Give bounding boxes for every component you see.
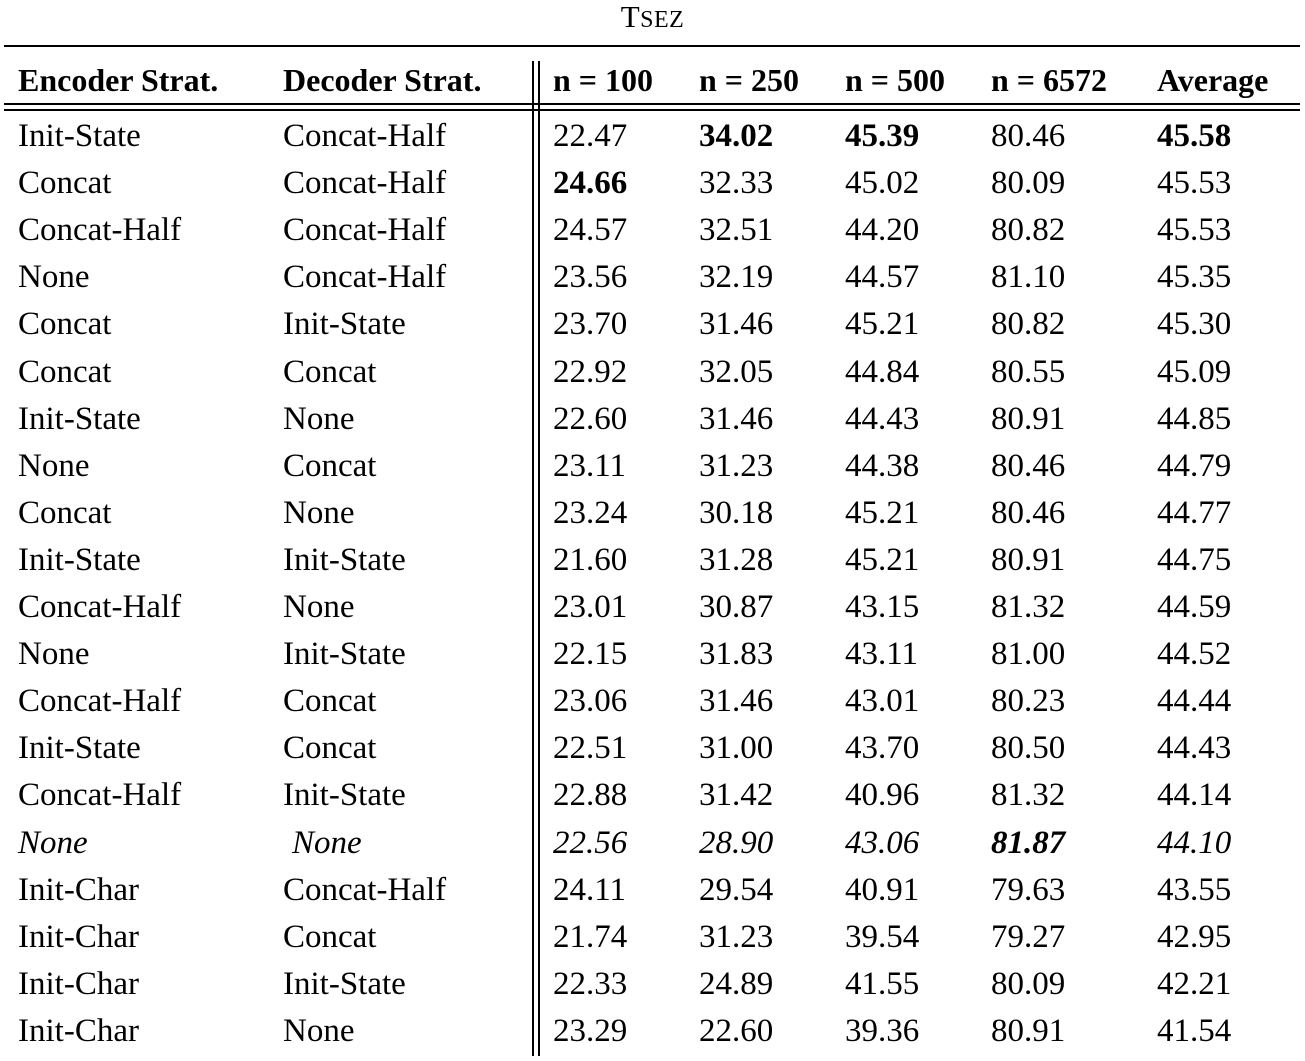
header-n-6572: n = 6572 (991, 62, 1108, 98)
n250-cell: 28.90 (699, 824, 774, 861)
encoder-cell: Init-Char (18, 918, 139, 955)
table-row (0, 631, 1305, 678)
average-cell: 44.79 (1157, 447, 1232, 484)
table-row (0, 160, 1305, 207)
n250-cell: 31.46 (699, 400, 774, 437)
n100-cell: 23.70 (553, 306, 628, 343)
n100-cell: 23.29 (553, 1012, 628, 1049)
n250-cell: 31.28 (699, 541, 774, 578)
table-row (0, 537, 1305, 584)
decoder-cell: Concat-Half (283, 118, 447, 154)
n6572-cell: 80.23 (991, 683, 1066, 720)
n6572-cell: 80.82 (991, 212, 1066, 249)
table-row (0, 254, 1305, 301)
n6572-cell: 80.46 (991, 494, 1066, 531)
n500-cell: 44.20 (845, 212, 920, 249)
n6572-cell: 80.91 (991, 541, 1066, 578)
encoder-cell: Concat-Half (18, 589, 182, 625)
decoder-cell: Concat-Half (283, 212, 447, 249)
n500-cell: 43.70 (845, 730, 920, 767)
n100-cell: 22.47 (553, 118, 628, 154)
decoder-cell: Concat (283, 353, 377, 390)
n500-cell: 39.36 (845, 1012, 920, 1049)
table-row (0, 584, 1305, 631)
n100-cell: 21.60 (553, 541, 628, 578)
encoder-cell: Init-State (18, 730, 141, 767)
average-cell: 45.58 (1157, 118, 1232, 154)
n250-cell: 31.23 (699, 918, 774, 955)
n250-cell: 32.33 (699, 165, 774, 202)
n500-cell: 40.91 (845, 871, 920, 908)
encoder-cell: None (18, 259, 90, 296)
n500-cell: 43.11 (845, 636, 919, 673)
n250-cell: 29.54 (699, 871, 774, 908)
header-n-500: n = 500 (845, 62, 946, 98)
n6572-cell: 81.10 (991, 259, 1066, 296)
n500-cell: 43.15 (845, 589, 920, 625)
decoder-cell: Init-State (283, 965, 406, 1002)
table-row (0, 301, 1305, 348)
n250-cell: 32.51 (699, 212, 774, 249)
encoder-cell: None (18, 447, 90, 484)
decoder-cell: Concat (283, 683, 377, 720)
header-row (0, 57, 1305, 104)
header-n-100: n = 100 (553, 62, 654, 98)
n6572-cell: 81.32 (991, 777, 1066, 814)
n100-cell: 21.74 (553, 918, 628, 955)
n100-cell: 23.06 (553, 683, 628, 720)
encoder-cell: Init-Char (18, 965, 139, 1002)
average-cell: 42.21 (1157, 965, 1232, 1002)
n250-cell: 30.87 (699, 589, 774, 625)
decoder-cell: Init-State (283, 777, 406, 814)
encoder-cell: Concat (18, 494, 112, 531)
decoder-cell: Concat (283, 730, 377, 767)
encoder-cell: Concat-Half (18, 777, 182, 814)
n100-cell: 22.33 (553, 965, 628, 1002)
encoder-cell: Concat (18, 353, 112, 390)
average-cell: 44.14 (1157, 777, 1232, 814)
header-n-250: n = 250 (699, 62, 800, 98)
n500-cell: 45.39 (845, 118, 920, 154)
n250-cell: 34.02 (699, 118, 774, 154)
n100-cell: 24.66 (553, 165, 628, 202)
table-row (0, 490, 1305, 537)
n250-cell: 32.05 (699, 353, 774, 390)
n500-cell: 40.96 (845, 777, 920, 814)
encoder-cell: Init-Char (18, 871, 139, 908)
n6572-cell: 80.91 (991, 1012, 1066, 1049)
average-cell: 44.59 (1157, 589, 1232, 625)
average-cell: 44.10 (1157, 824, 1232, 861)
n6572-cell: 80.91 (991, 400, 1066, 437)
n100-cell: 24.11 (553, 871, 627, 908)
table-row (0, 867, 1305, 914)
average-cell: 45.53 (1157, 165, 1232, 202)
average-cell: 44.43 (1157, 730, 1232, 767)
header-encoder-strategy: Encoder Strat. (18, 62, 219, 98)
n250-cell: 31.46 (699, 683, 774, 720)
n6572-cell: 80.82 (991, 306, 1066, 343)
decoder-cell: Init-State (283, 306, 406, 343)
n250-cell: 24.89 (699, 965, 774, 1002)
n6572-cell: 80.09 (991, 165, 1066, 202)
n100-cell: 22.56 (553, 824, 628, 861)
average-cell: 45.09 (1157, 353, 1232, 390)
n6572-cell: 80.09 (991, 965, 1066, 1002)
n250-cell: 31.46 (699, 306, 774, 343)
n6572-cell: 79.27 (991, 918, 1066, 955)
n500-cell: 45.02 (845, 165, 920, 202)
average-cell: 41.54 (1157, 1012, 1232, 1049)
table-row (0, 725, 1305, 772)
average-cell: 45.53 (1157, 212, 1232, 249)
encoder-cell: Init-Char (18, 1012, 139, 1049)
n500-cell: 45.21 (845, 541, 920, 578)
average-cell: 44.85 (1157, 400, 1232, 437)
n250-cell: 22.60 (699, 1012, 774, 1049)
encoder-cell: Init-State (18, 541, 141, 578)
n250-cell: 30.18 (699, 494, 774, 531)
table-row (0, 820, 1305, 867)
encoder-cell: Init-State (18, 400, 141, 437)
table-row (0, 396, 1305, 443)
table-row (0, 914, 1305, 961)
table-row (0, 207, 1305, 254)
table-row (0, 678, 1305, 725)
table-row (0, 1008, 1305, 1055)
header-rule-lower (4, 109, 1300, 111)
decoder-cell: Concat (283, 447, 377, 484)
n250-cell: 31.83 (699, 636, 774, 673)
encoder-cell: Concat-Half (18, 212, 182, 249)
top-rule (4, 45, 1300, 47)
decoder-cell: Init-State (283, 541, 406, 578)
n6572-cell: 81.00 (991, 636, 1066, 673)
n6572-cell: 80.46 (991, 447, 1066, 484)
n250-cell: 31.00 (699, 730, 774, 767)
encoder-cell: Init-State (18, 118, 141, 154)
n100-cell: 22.51 (553, 730, 628, 767)
encoder-cell: Concat (18, 306, 112, 343)
average-cell: 44.44 (1157, 683, 1232, 720)
n6572-cell: 81.32 (991, 589, 1066, 625)
n500-cell: 44.43 (845, 400, 920, 437)
average-cell: 44.75 (1157, 541, 1232, 578)
table-row (0, 113, 1305, 160)
encoder-cell: None (18, 636, 90, 673)
n500-cell: 43.06 (845, 824, 920, 861)
n500-cell: 45.21 (845, 494, 920, 531)
average-cell: 44.77 (1157, 494, 1232, 531)
table-row (0, 961, 1305, 1008)
n100-cell: 23.24 (553, 494, 628, 531)
n500-cell: 41.55 (845, 965, 920, 1002)
n6572-cell: 80.55 (991, 353, 1066, 390)
header-decoder-strategy: Decoder Strat. (283, 62, 482, 98)
decoder-cell: None (292, 824, 362, 861)
n500-cell: 44.38 (845, 447, 920, 484)
decoder-cell: Concat (283, 918, 377, 955)
n500-cell: 45.21 (845, 306, 920, 343)
header-average: Average (1157, 62, 1269, 98)
n6572-cell: 80.46 (991, 118, 1066, 154)
average-cell: 45.30 (1157, 306, 1232, 343)
average-cell: 43.55 (1157, 871, 1232, 908)
n6572-cell: 79.63 (991, 871, 1066, 908)
n250-cell: 31.23 (699, 447, 774, 484)
table-caption (0, 0, 1305, 38)
n500-cell: 39.54 (845, 918, 920, 955)
n500-cell: 43.01 (845, 683, 920, 720)
n100-cell: 22.88 (553, 777, 628, 814)
n100-cell: 23.56 (553, 259, 628, 296)
average-cell: 42.95 (1157, 918, 1232, 955)
n6572-cell: 80.50 (991, 730, 1066, 767)
n250-cell: 32.19 (699, 259, 774, 296)
average-cell: 45.35 (1157, 259, 1232, 296)
caption-first-letter: T (620, 0, 641, 34)
decoder-cell: None (283, 1012, 355, 1049)
n500-cell: 44.57 (845, 259, 920, 296)
n100-cell: 24.57 (553, 212, 628, 249)
decoder-cell: Concat-Half (283, 259, 447, 296)
encoder-cell: Concat (18, 165, 112, 202)
n100-cell: 22.15 (553, 636, 628, 673)
n100-cell: 23.11 (553, 447, 627, 484)
decoder-cell: Concat-Half (283, 871, 447, 908)
n100-cell: 22.92 (553, 353, 628, 390)
n250-cell: 31.42 (699, 777, 774, 814)
n100-cell: 23.01 (553, 589, 628, 625)
n6572-cell: 81.87 (991, 824, 1066, 861)
decoder-cell: None (283, 400, 355, 437)
encoder-cell: Concat-Half (18, 683, 182, 720)
table-row (0, 349, 1305, 396)
caption-rest: SEZ (640, 7, 685, 33)
decoder-cell: Concat-Half (283, 165, 447, 202)
n100-cell: 22.60 (553, 400, 628, 437)
decoder-cell: Init-State (283, 636, 406, 673)
encoder-cell: None (18, 824, 88, 861)
table-row (0, 772, 1305, 819)
table-row (0, 443, 1305, 490)
decoder-cell: None (283, 494, 355, 531)
average-cell: 44.52 (1157, 636, 1232, 673)
n500-cell: 44.84 (845, 353, 920, 390)
decoder-cell: None (283, 589, 355, 625)
